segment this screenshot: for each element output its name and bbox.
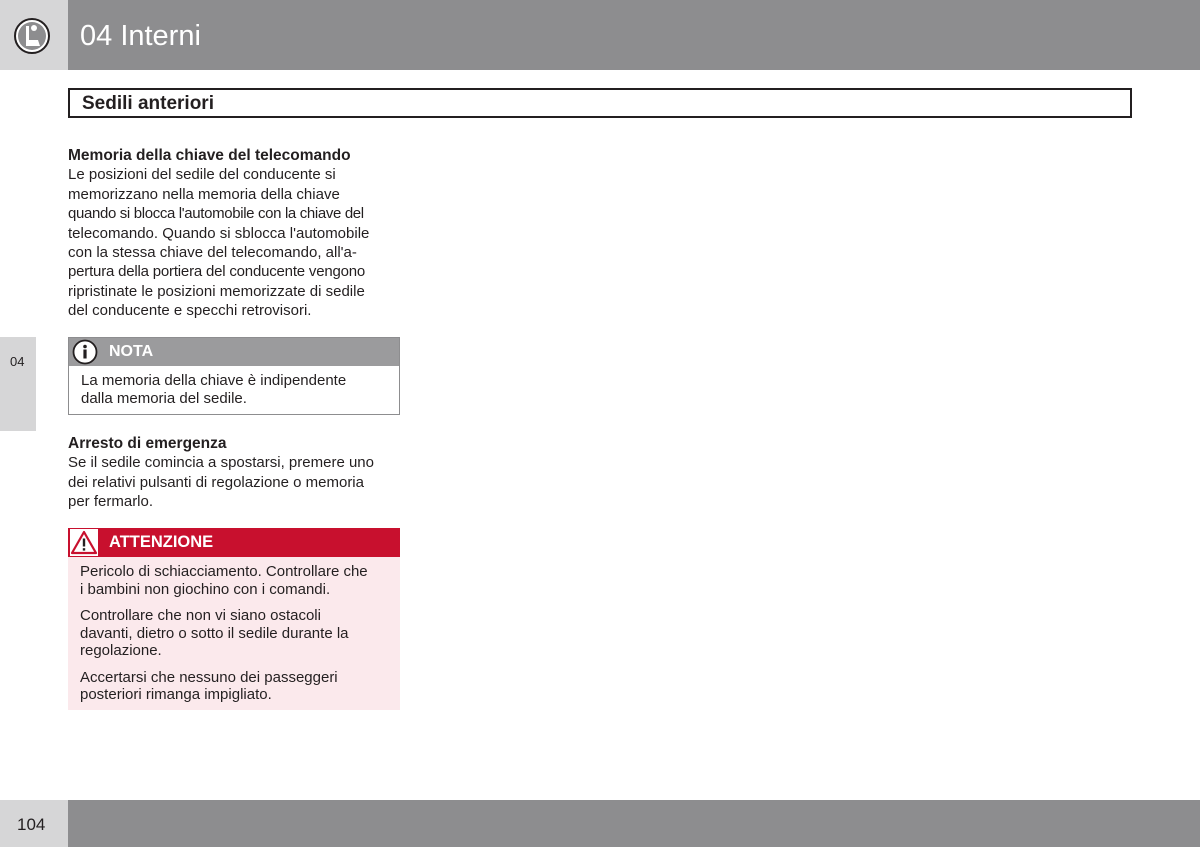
memory-line: del conducente e specchi retrovisori. xyxy=(68,302,312,320)
emergency-line: dei relativi pulsanti di regolazione o memoria xyxy=(68,473,364,491)
note-box xyxy=(68,337,400,415)
memory-line: quando si blocca l'automobile con la chiave del xyxy=(68,205,364,223)
warning-triangle-icon xyxy=(70,529,98,556)
warning-header xyxy=(68,528,400,557)
memory-line: con la stessa chiave del telecomando, all'a- xyxy=(68,244,357,262)
memory-line: pertura della portiera del conducente vengono xyxy=(68,263,366,281)
info-icon xyxy=(72,339,98,365)
header-icon-area xyxy=(0,0,68,70)
note-line: La memoria della chiave è indipendente xyxy=(81,372,347,389)
warning-line: Accertarsi che nessuno dei passeggeri xyxy=(80,668,338,686)
emergency-heading: Arresto di emergenza xyxy=(68,435,227,452)
warning-line: Pericolo di schiacciamento. Controllare che xyxy=(80,563,368,580)
warning-line: davanti, dietro o sotto il sedile durante la xyxy=(80,624,349,642)
memory-line: memorizzano nella memoria della chiave xyxy=(68,185,340,203)
header-bar xyxy=(68,0,1200,70)
warning-box xyxy=(68,528,400,710)
memory-line: telecomando. Quando si sblocca l'automobile xyxy=(68,224,370,242)
memory-line: Le posizioni del sedile del conducente si xyxy=(68,166,336,184)
emergency-section xyxy=(68,434,400,512)
footer-page-area xyxy=(0,800,68,847)
section-title: Sedili anteriori xyxy=(82,93,214,114)
chapter-side-tab xyxy=(0,337,36,431)
footer-bar xyxy=(68,800,1200,847)
warning-title: ATTENZIONE xyxy=(109,533,214,551)
memory-line: ripristinate le posizioni memorizzate di sedile xyxy=(68,282,365,300)
page-number: 104 xyxy=(17,815,46,834)
seat-icon xyxy=(14,18,50,54)
warning-line: posteriori rimanga impigliato. xyxy=(80,686,272,703)
note-body xyxy=(69,366,399,413)
section-title-box xyxy=(68,88,1132,118)
side-tab-label: 04 xyxy=(10,354,25,369)
warning-paragraph xyxy=(80,669,388,704)
warning-line: i bambini non giochino con i comandi. xyxy=(80,580,331,598)
memory-heading: Memoria della chiave del telecomando xyxy=(68,147,351,164)
note-title: NOTA xyxy=(109,343,154,360)
emergency-line: Se il sedile comincia a spostarsi, premere uno xyxy=(68,454,374,472)
warning-paragraph xyxy=(80,563,388,598)
warning-paragraph xyxy=(80,607,388,660)
note-line: dalla memoria del sedile. xyxy=(81,389,247,407)
warning-body xyxy=(68,557,400,710)
memory-section xyxy=(68,146,400,321)
warning-line: regolazione. xyxy=(80,642,162,659)
warning-line: Controllare che non vi siano ostacoli xyxy=(80,607,321,624)
chapter-title: 04 Interni xyxy=(80,20,201,52)
note-header xyxy=(69,338,399,366)
emergency-line: per fermarlo. xyxy=(68,493,154,511)
